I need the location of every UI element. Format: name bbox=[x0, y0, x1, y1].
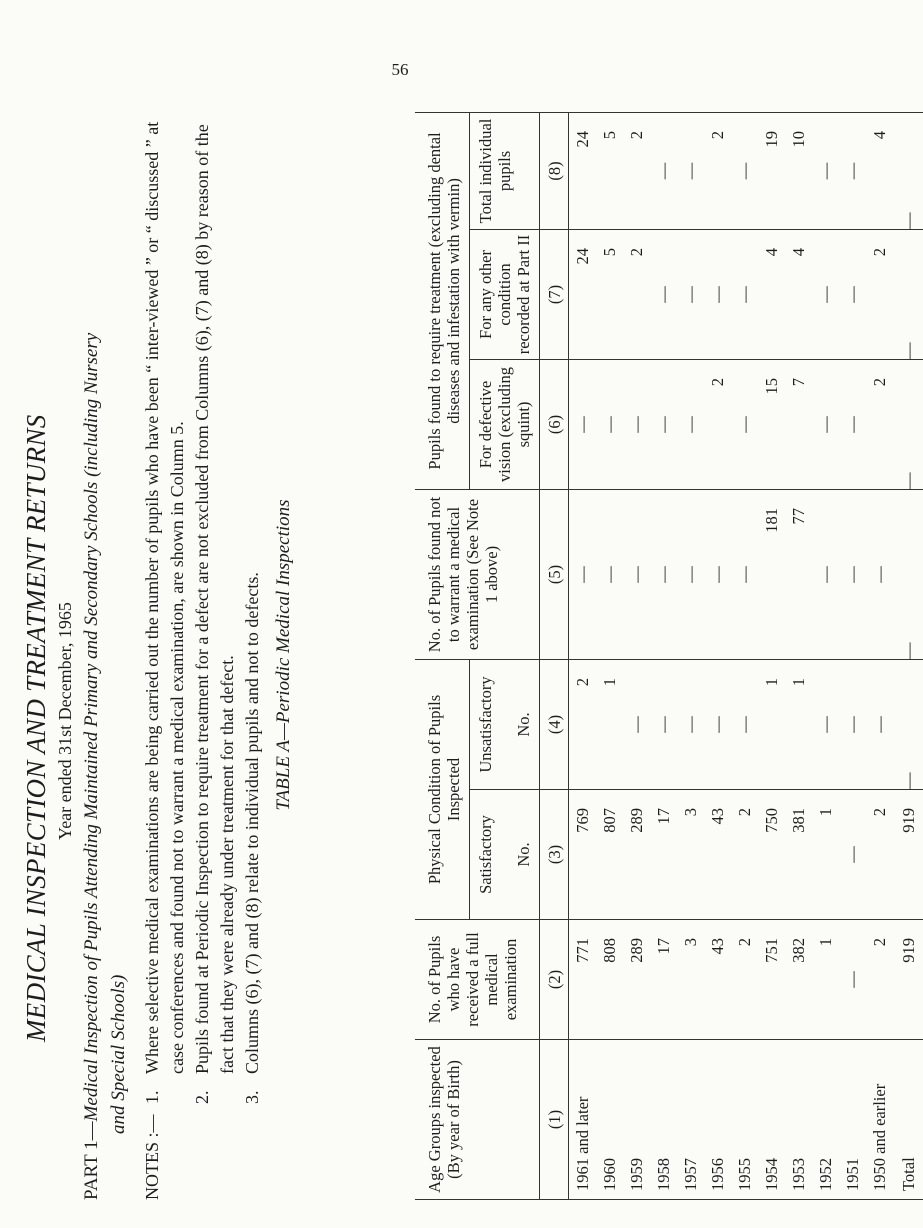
table-row bbox=[596, 112, 623, 1199]
table-cell: — bbox=[839, 360, 866, 490]
table-cell: 181 bbox=[758, 490, 785, 660]
age-group-cell: 1952 bbox=[812, 1040, 839, 1200]
table-cell: — bbox=[704, 660, 731, 790]
table-cell: 1 bbox=[758, 660, 785, 790]
table-title: TABLE A—Periodic Medical Inspections bbox=[273, 499, 294, 811]
table-row bbox=[785, 112, 812, 1199]
column-number: (6) bbox=[540, 360, 569, 490]
table-cell: 2 bbox=[731, 920, 758, 1040]
table-cell: 4 bbox=[866, 112, 893, 229]
table-cell: — bbox=[704, 230, 731, 360]
table-cell: 1 bbox=[812, 920, 839, 1040]
table-cell: 4 bbox=[785, 230, 812, 360]
table-cell: — bbox=[866, 660, 893, 790]
table-row bbox=[866, 112, 893, 1199]
table-row bbox=[623, 112, 650, 1199]
table-cell: — bbox=[569, 360, 597, 490]
table-cell: — bbox=[650, 230, 677, 360]
table-cell: — bbox=[731, 112, 758, 229]
table-cell: 1 bbox=[812, 790, 839, 920]
table-cell: — bbox=[812, 230, 839, 360]
table-cell: 919 bbox=[893, 790, 923, 920]
table-cell: — bbox=[893, 112, 923, 229]
age-group-cell: 1951 bbox=[839, 1040, 866, 1200]
table-cell: 2 bbox=[704, 112, 731, 229]
header-defective-vision: For defective vision (excluding squint) bbox=[470, 360, 540, 490]
table-cell: — bbox=[839, 790, 866, 920]
table-cell: — bbox=[839, 920, 866, 1040]
table-cell: 77 bbox=[785, 490, 812, 660]
column-number: (1) bbox=[540, 1040, 569, 1200]
table-cell: 1 bbox=[785, 660, 812, 790]
table-cell: — bbox=[596, 490, 623, 660]
header-unsatisfactory: Unsatisfactory No. bbox=[470, 660, 540, 790]
age-group-cell: 1961 and later bbox=[569, 1040, 597, 1200]
table-cell: 289 bbox=[623, 920, 650, 1040]
header-full-exam: No. of Pupils who have received a full medical examination bbox=[415, 920, 540, 1040]
table-cell: — bbox=[839, 660, 866, 790]
table-cell: — bbox=[893, 490, 923, 660]
table-cell: 3 bbox=[677, 920, 704, 1040]
table-total-row bbox=[893, 112, 923, 1199]
table-cell: 10 bbox=[785, 112, 812, 229]
table-cell: 24 bbox=[569, 112, 597, 229]
rotated-page-content bbox=[20, 110, 918, 1200]
table-row bbox=[569, 112, 597, 1199]
table-cell: 3 bbox=[677, 790, 704, 920]
header-age-groups: Age Groups inspected (By year of Birth) bbox=[415, 1040, 540, 1200]
periodic-inspections-table bbox=[415, 112, 923, 1200]
table-cell: — bbox=[893, 360, 923, 490]
table-row bbox=[704, 112, 731, 1199]
table-cell: 17 bbox=[650, 790, 677, 920]
age-group-cell: 1950 and earlier bbox=[866, 1040, 893, 1200]
table-cell: 19 bbox=[758, 112, 785, 229]
note-item bbox=[140, 110, 190, 1200]
table-cell: 43 bbox=[704, 790, 731, 920]
table-cell: 769 bbox=[569, 790, 597, 920]
table-cell: 808 bbox=[596, 920, 623, 1040]
table-cell: 2 bbox=[704, 360, 731, 490]
table-row bbox=[677, 112, 704, 1199]
table-cell: 751 bbox=[758, 920, 785, 1040]
column-number: (5) bbox=[540, 490, 569, 660]
column-number: (3) bbox=[540, 790, 569, 920]
age-group-cell: 1958 bbox=[650, 1040, 677, 1200]
notes-label: NOTES :— bbox=[142, 1114, 162, 1200]
table-cell: — bbox=[650, 360, 677, 490]
table-cell: — bbox=[731, 230, 758, 360]
age-group-cell: Total bbox=[893, 1040, 923, 1200]
note-number: 3. bbox=[242, 1090, 262, 1104]
table-row bbox=[650, 112, 677, 1199]
table-cell: — bbox=[623, 660, 650, 790]
age-group-cell: 1959 bbox=[623, 1040, 650, 1200]
table-cell: — bbox=[569, 490, 597, 660]
table-cell: 807 bbox=[596, 790, 623, 920]
table-cell: 919 bbox=[893, 920, 923, 1040]
document-title: MEDICAL INSPECTION AND TREATMENT RETURNS bbox=[21, 414, 51, 1042]
table-cell: 7 bbox=[785, 360, 812, 490]
table-cell: — bbox=[839, 230, 866, 360]
table-cell: 2 bbox=[866, 790, 893, 920]
table-cell: — bbox=[677, 360, 704, 490]
table-cell: 5 bbox=[596, 230, 623, 360]
table-cell: — bbox=[650, 660, 677, 790]
table-cell: 5 bbox=[596, 112, 623, 229]
table-cell: 17 bbox=[650, 920, 677, 1040]
table-cell: 2 bbox=[569, 660, 597, 790]
part-text: Medical Inspection of Pupils Attending Maintained Primary and Secondary Schools (including Nursery bbox=[81, 332, 102, 1122]
table-row bbox=[731, 112, 758, 1199]
table-cell: 381 bbox=[785, 790, 812, 920]
table-cell: — bbox=[893, 230, 923, 360]
table-cell: 2 bbox=[623, 230, 650, 360]
table-row bbox=[839, 112, 866, 1199]
table-cell: — bbox=[731, 490, 758, 660]
table-cell: 382 bbox=[785, 920, 812, 1040]
table-cell: 2 bbox=[866, 360, 893, 490]
table-cell: — bbox=[812, 112, 839, 229]
page-number: 56 bbox=[391, 60, 409, 79]
notes-section bbox=[140, 110, 265, 1200]
table-cell: — bbox=[677, 112, 704, 229]
table-cell: 43 bbox=[704, 920, 731, 1040]
column-number: (2) bbox=[540, 920, 569, 1040]
note-number: 1. bbox=[142, 1090, 162, 1104]
table-cell: — bbox=[677, 660, 704, 790]
part-label: PART 1— bbox=[81, 1121, 102, 1200]
table-cell: 771 bbox=[569, 920, 597, 1040]
table-cell: 750 bbox=[758, 790, 785, 920]
header-not-warrant: No. of Pupils found not to warrant a medical examination (See Note 1 above) bbox=[415, 490, 540, 660]
table-cell: — bbox=[677, 490, 704, 660]
note-text: Pupils found at Periodic Inspection to require treatment for a defect are not excluded from Columns (6), (7) and (8) by reason of the fact that they were already under treatment for that defect. bbox=[192, 124, 237, 1074]
note-number: 2. bbox=[192, 1090, 212, 1104]
age-group-cell: 1957 bbox=[677, 1040, 704, 1200]
table-cell: — bbox=[839, 112, 866, 229]
document-header bbox=[20, 110, 295, 1200]
note-text: Columns (6), (7) and (8) relate to individual pupils and not to defects. bbox=[242, 572, 262, 1074]
table-cell: 2 bbox=[623, 112, 650, 229]
table-cell: — bbox=[650, 112, 677, 229]
table-cell: — bbox=[866, 490, 893, 660]
age-group-cell: 1954 bbox=[758, 1040, 785, 1200]
table-row bbox=[758, 112, 785, 1199]
table-cell: — bbox=[623, 490, 650, 660]
part-heading bbox=[78, 110, 132, 1200]
table-cell: — bbox=[623, 360, 650, 490]
age-group-cell: 1956 bbox=[704, 1040, 731, 1200]
header-total-individual: Total individual pupils bbox=[470, 112, 540, 229]
table-cell: 15 bbox=[758, 360, 785, 490]
table-row bbox=[812, 112, 839, 1199]
table-cell: — bbox=[812, 490, 839, 660]
header-other-condition: For any other condition recorded at Part II bbox=[470, 230, 540, 360]
table-cell: 2 bbox=[866, 920, 893, 1040]
document-subtitle: Year ended 31st December, 1965 bbox=[55, 602, 75, 840]
note-text: Where selective medical examinations are being carried out the number of pupils who have been “ inter-viewed ” or “ discussed ” at case conferences and found not to warrant a medical examination, are shown in Column 5. bbox=[142, 121, 187, 1074]
table-cell: 2 bbox=[731, 790, 758, 920]
table-cell: — bbox=[839, 490, 866, 660]
table-cell: 4 bbox=[758, 230, 785, 360]
table-cell: 2 bbox=[866, 230, 893, 360]
note-item bbox=[240, 110, 265, 1200]
table-cell: — bbox=[731, 360, 758, 490]
table-cell: — bbox=[812, 660, 839, 790]
table-cell: 24 bbox=[569, 230, 597, 360]
age-group-cell: 1953 bbox=[785, 1040, 812, 1200]
table-cell: — bbox=[677, 230, 704, 360]
part-continuation: and Special Schools) bbox=[108, 974, 129, 1134]
column-numbers-row bbox=[540, 112, 569, 1199]
table-cell: — bbox=[704, 490, 731, 660]
table-cell: — bbox=[731, 660, 758, 790]
column-number: (4) bbox=[540, 660, 569, 790]
table-cell: — bbox=[812, 360, 839, 490]
header-satisfactory: Satisfactory No. bbox=[470, 790, 540, 920]
note-item bbox=[190, 110, 240, 1200]
table-cell: — bbox=[596, 360, 623, 490]
header-physical-condition: Physical Condition of Pupils Inspected bbox=[415, 660, 470, 920]
column-number: (8) bbox=[540, 112, 569, 229]
column-number: (7) bbox=[540, 230, 569, 360]
table-cell: 289 bbox=[623, 790, 650, 920]
header-treatment-group: Pupils found to require treatment (excluding dental diseases and infestation with vermin) bbox=[415, 112, 470, 489]
table-cell: 1 bbox=[596, 660, 623, 790]
age-group-cell: 1955 bbox=[731, 1040, 758, 1200]
age-group-cell: 1960 bbox=[596, 1040, 623, 1200]
table-cell: — bbox=[893, 660, 923, 790]
table-cell: — bbox=[650, 490, 677, 660]
